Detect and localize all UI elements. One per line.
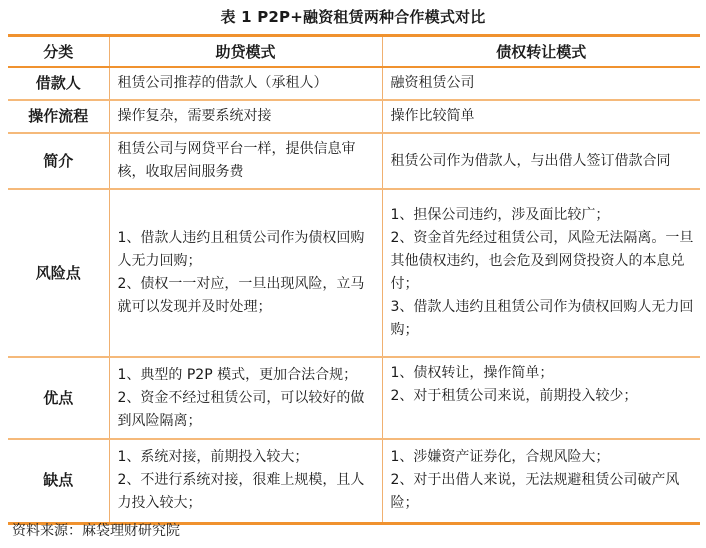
table-row <box>8 100 700 133</box>
cell-line: 2、资金不经过租赁公司，可以较好的做到风险隔离； <box>117 389 365 429</box>
table-row <box>8 189 700 357</box>
cell-line: 2、资金首先经过租赁公司，风险无法隔离。一旦其他债权违约，也会危及到网贷投资人的本息兑付； <box>390 230 694 292</box>
header-category: 分类 <box>8 36 109 68</box>
row-label: 操作流程 <box>8 100 109 133</box>
row-label: 风险点 <box>8 189 109 357</box>
cell-line: 3、借款人违约且租赁公司作为债权回购人无力回购； <box>390 299 694 338</box>
header-loan-assist-mode: 助贷模式 <box>109 36 382 68</box>
cell-line: 1、债权转让，操作简单； <box>390 365 554 381</box>
cell-debt-transfer <box>382 439 700 523</box>
table-row <box>8 357 700 439</box>
table-row <box>8 133 700 189</box>
comparison-table <box>8 34 700 525</box>
cell-line: 操作复杂，需要系统对接 <box>117 108 272 124</box>
cell-loan-assist <box>109 357 382 439</box>
table-row <box>8 439 700 523</box>
cell-line: 1、系统对接，前期投入较大； <box>117 449 309 466</box>
cell-line: 2、债权一一对应，一旦出现风险，立马就可以发现并及时处理； <box>117 276 365 315</box>
cell-loan-assist <box>109 439 382 523</box>
cell-loan-assist <box>109 133 382 189</box>
row-label: 优点 <box>8 357 109 439</box>
cell-line: 1、担保公司违约，涉及面比较广； <box>390 207 610 223</box>
cell-debt-transfer <box>382 100 700 133</box>
cell-line: 2、不进行系统对接，很难上规模，且人力投入较大； <box>117 472 365 512</box>
cell-debt-transfer <box>382 357 700 439</box>
row-label: 简介 <box>8 133 109 189</box>
cell-loan-assist <box>109 100 382 133</box>
cell-line: 租赁公司推荐的借款人（承租人） <box>117 75 328 91</box>
row-label: 缺点 <box>8 439 109 523</box>
cell-line: 1、借款人违约且租赁公司作为债权回购人无力回购； <box>117 230 365 269</box>
row-label: 借款人 <box>8 67 109 100</box>
cell-loan-assist <box>109 67 382 100</box>
cell-line: 1、典型的 P2P 模式，更加合法合规； <box>117 366 358 383</box>
cell-debt-transfer <box>382 189 700 357</box>
table-title: 表 1 P2P+融资租赁两种合作模式对比 <box>220 8 486 26</box>
table-header-row <box>8 36 700 68</box>
cell-line: 2、对于出借人来说，无法规避租赁公司破产风险； <box>390 472 680 512</box>
table-row <box>8 67 700 100</box>
header-debt-transfer-mode: 债权转让模式 <box>382 36 700 68</box>
cell-debt-transfer <box>382 133 700 189</box>
cell-line: 操作比较简单 <box>390 108 475 124</box>
cell-loan-assist <box>109 189 382 357</box>
source-note: 资料来源：麻袋理财研究院 <box>12 523 180 539</box>
cell-debt-transfer <box>382 67 700 100</box>
cell-line: 1、涉嫌资产证券化，合规风险大； <box>390 449 610 466</box>
cell-line: 融资租赁公司 <box>390 75 475 91</box>
cell-line: 租赁公司与网贷平台一样，提供信息审核，收取居间服务费 <box>117 141 356 180</box>
cell-line: 租赁公司作为借款人，与出借人签订借款合同 <box>390 152 671 169</box>
cell-line: 2、对于租赁公司来说，前期投入较少； <box>390 388 638 404</box>
